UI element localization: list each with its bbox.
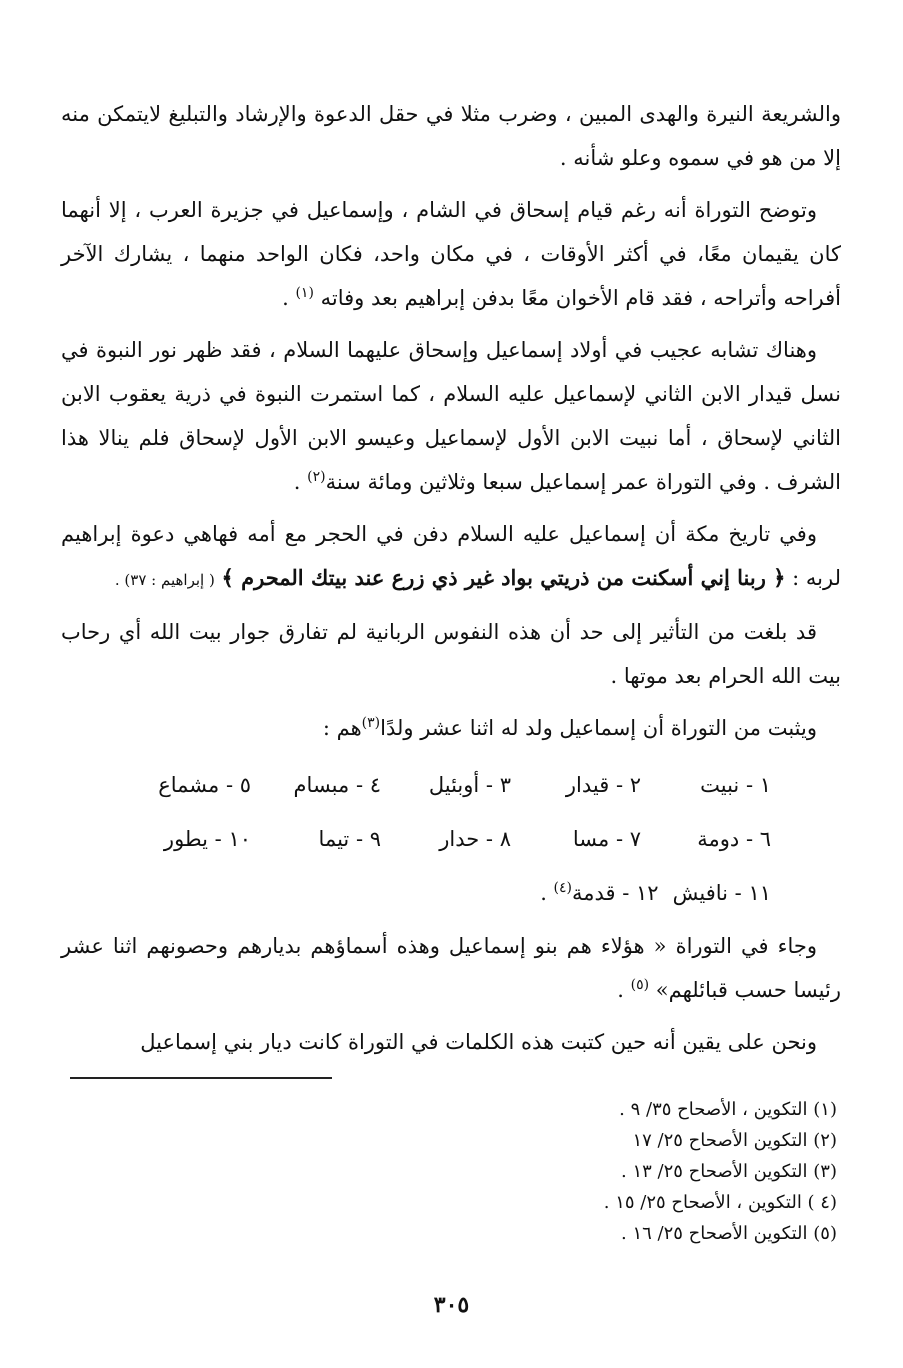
paragraph-end: .	[282, 286, 296, 310]
footnote-item: (٥) التكوين الأصحاح ٢٥/ ١٦ .	[621, 1223, 837, 1244]
footnote-ref[interactable]: (٥)	[630, 977, 650, 993]
list-item: ٦ - دومة	[697, 827, 771, 851]
paragraph-1	[61, 92, 841, 180]
paragraph-7	[61, 924, 841, 1012]
paragraph-8	[61, 1020, 841, 1064]
paragraph-text: ويثبت من التوراة أن إسماعيل ولد له اثنا عشر ولدًا	[380, 716, 817, 740]
paragraph-6	[61, 706, 841, 750]
list-item	[540, 866, 658, 920]
footnote-item: (٢) التكوين الأصحاح ٢٥/ ١٧	[632, 1130, 837, 1151]
paragraph-text: وجاء في التوراة « هؤلاء هم بنو إسماعيل وهذه أسماؤهم بديارهم وحصونهم اثنا عشر رئيسا حسب قبائلهم»	[61, 934, 841, 1002]
footnote-ref[interactable]: (٢)	[307, 469, 326, 485]
sons-list	[61, 758, 841, 920]
list-item: ١ - نبيت	[700, 773, 771, 797]
list-item: ٢ - قيدار	[565, 773, 641, 797]
list-item: ٧ - مسا	[572, 827, 641, 851]
footnotes	[537, 1094, 837, 1249]
quran-verse: ﴿ ربنا إني أسكنت من ذريتي بواد غير ذي زرع عند بيتك المحرم ﴾	[221, 565, 786, 590]
list-item: ١٠ - يطور	[163, 827, 251, 851]
list-item: ٣ - أوبئيل	[428, 773, 511, 797]
paragraph-4	[61, 512, 841, 602]
paragraph-text: ونحن على يقين أنه حين كتبت هذه الكلمات في التوراة كانت ديار بني إسماعيل	[140, 1030, 817, 1054]
list-item-text: ١٢ - قدمة	[572, 881, 659, 905]
footnote-ref[interactable]: (٤)	[553, 880, 573, 896]
footnote-item: (٣) التكوين الأصحاح ٢٥/ ١٣ .	[621, 1161, 837, 1182]
footnote-item: (١) التكوين ، الأصحاح ٣٥/ ٩ .	[619, 1099, 837, 1120]
paragraph-5	[61, 610, 841, 698]
paragraph-text: وهناك تشابه عجيب في أولاد إسماعيل وإسحاق عليهما السلام ، فقد ظهر نور النبوة في نسل قيدار الابن الثاني لإسماعيل عليه السلام ، كما استمرت النبوة في ذرية يعقوب الابن الثاني لإسحاق ، أما نبيت الابن الأول لإسماعيل وعيسو الابن الأول لإسحاق فلم ينالا هذا الشرف . وفي التوراة عمر إسماعيل سبعا وثلاثين ومائة سنة	[61, 338, 841, 494]
page-body	[61, 92, 841, 1072]
footnote-divider	[70, 1077, 332, 1079]
paragraph-text: وفي تاريخ مكة أن إسماعيل عليه السلام دفن في الحجر مع أمه فهاهي دعوة إبراهيم لربه :	[61, 522, 841, 590]
verse-citation: ( إبراهيم : ٣٧) .	[114, 571, 215, 589]
paragraph-text: قد بلغت من التأثير إلى حد أن هذه النفوس الربانية لم تفارق جوار بيت الله أي رحاب بيت الله الحرام بعد موتها .	[61, 620, 841, 688]
footnote-item: (٤ ) التكوين ، الأصحاح ٢٥/ ١٥ .	[603, 1192, 837, 1213]
paragraph-end: .	[617, 978, 631, 1002]
paragraph-text: والشريعة النيرة والهدى المبين ، وضرب مثلا في حقل الدعوة والإرشاد والتبليغ لايتمكن منه إلا من هو في سموه وعلو شأنه .	[61, 102, 841, 170]
paragraph-3	[61, 328, 841, 504]
list-item: ١١ - نافيش	[672, 881, 771, 905]
paragraph-2	[61, 188, 841, 320]
list-item: ٥ - مشماع	[158, 773, 251, 797]
sons-row	[61, 812, 771, 866]
list-end: .	[540, 881, 554, 905]
footnote-ref[interactable]: (١)	[295, 285, 314, 301]
list-item: ٨ - حدار	[439, 827, 511, 851]
list-item: ٤ - مبسام	[293, 773, 381, 797]
paragraph-end: .	[293, 470, 308, 494]
paragraph-end: هم :	[322, 716, 362, 740]
page-number: ٣٠٥	[433, 1292, 470, 1318]
sons-row	[61, 758, 771, 812]
list-item: ٩ - تيما	[318, 827, 381, 851]
paragraph-text: وتوضح التوراة أنه رغم قيام إسحاق في الشام ، وإسماعيل في جزيرة العرب ، إلا أنهما كان يقيمان معًا، في أكثر الأوقات ، في مكان واحد، فكان الواحد منهما ، يشارك الآخر أفراحه وأتراحه ، فقد قام الأخوان معًا بدفن إبراهيم بعد وفاته	[61, 198, 841, 310]
sons-row	[61, 866, 771, 920]
footnote-ref[interactable]: (٣)	[361, 715, 381, 731]
